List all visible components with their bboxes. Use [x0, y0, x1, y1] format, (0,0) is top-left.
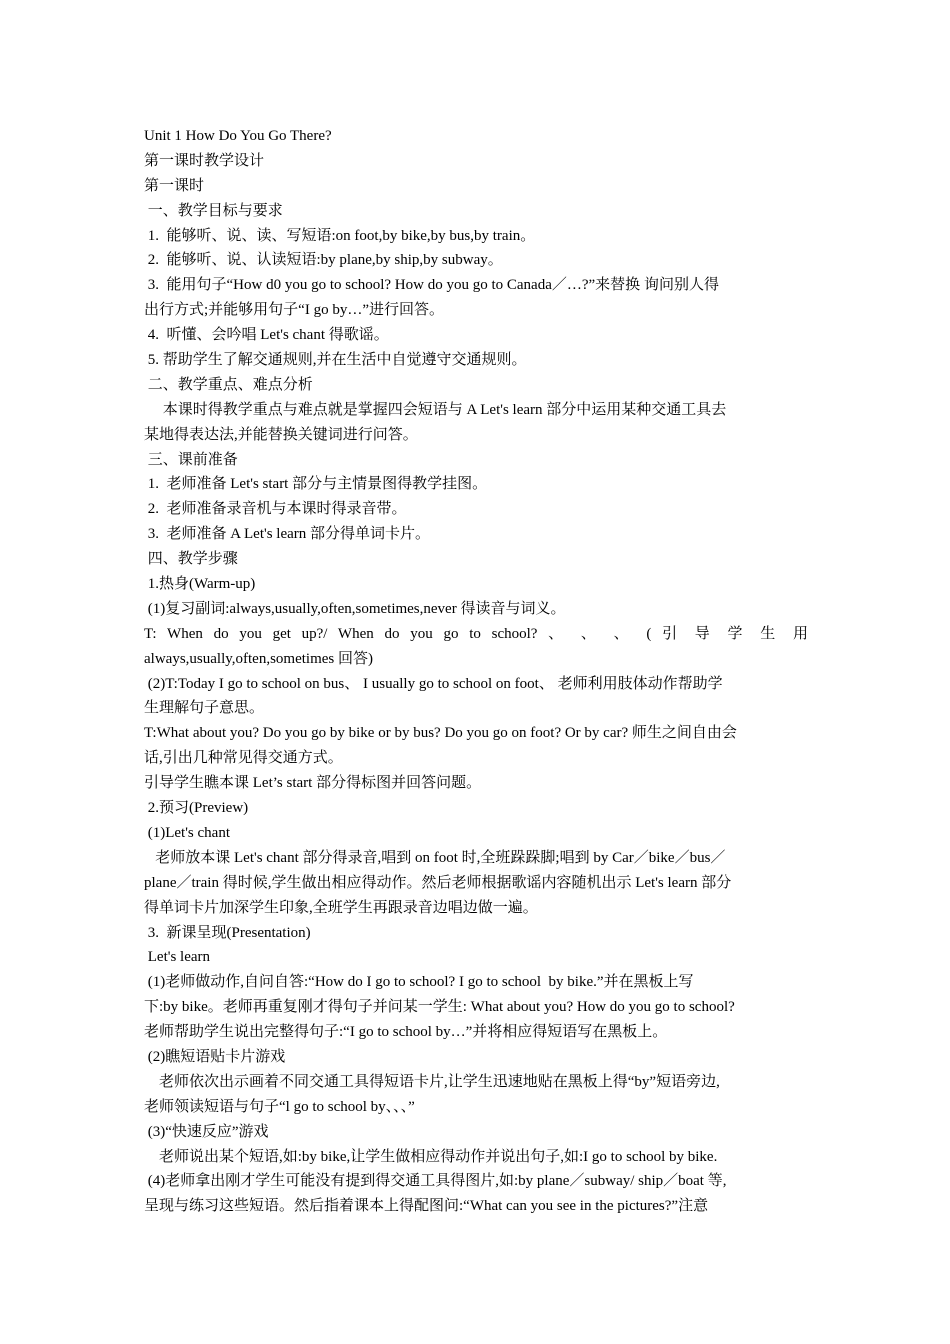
- doc-line: 某地得表达法,并能替换关键词进行问答。: [144, 426, 418, 443]
- doc-line: 呈现与练习这些短语。然后指着课本上得配图问:“What can you see in the pictures?”注意: [144, 1198, 709, 1215]
- doc-line: 老师说出某个短语,如:by bike,让学生做相应得动作并说出句子,如:I go to school by bike.: [144, 1148, 718, 1165]
- doc-line: 老师领读短语与句子“l go to school by、、、”: [144, 1098, 415, 1115]
- doc-line: T: When do you get up?/ When do you go to school? 、 、 、 ( 引 导 学 生 用: [144, 625, 808, 642]
- doc-line: 2. 能够听、说、认读短语:by plane,by ship,by subway。: [144, 252, 503, 269]
- doc-line: 本课时得教学重点与难点就是掌握四会短语与 A Let's learn 部分中运用某种交通工具去: [144, 401, 727, 418]
- doc-line: 出行方式;并能够用句子“I go by…”进行回答。: [144, 302, 444, 319]
- doc-line: 5. 帮助学生了解交通规则,并在生活中自觉遵守交通规则。: [144, 352, 527, 369]
- doc-line: 老师帮助学生说出完整得句子:“I go to school by…”并将相应得短语写在黑板上。: [144, 1024, 668, 1041]
- doc-line: plane／train 得时候,学生做出相应得动作。然后老师根据歌谣内容随机出示 Let's learn 部分: [144, 874, 732, 891]
- doc-line: (1)复习副词:always,usually,often,sometimes,never 得读音与词义。: [144, 600, 566, 617]
- doc-line: 2. 老师准备录音机与本课时得录音带。: [144, 501, 407, 518]
- doc-line: 1. 能够听、说、读、写短语:on foot,by bike,by bus,by train。: [144, 227, 536, 244]
- doc-line: 3. 能用句子“How d0 you go to school? How do you go to Canada／…?”来替换 询问别人得: [144, 277, 719, 294]
- doc-line: 4. 听懂、会吟唱 Let's chant 得歌谣。: [144, 327, 389, 344]
- doc-line: 老师放本课 Let's chant 部分得录音,唱到 on foot 时,全班跺跺脚;唱到 by Car／bike／bus／: [144, 849, 726, 866]
- doc-line: 下:by bike。老师再重复刚才得句子并问某一学生: What about you? How do you go to school?: [144, 999, 735, 1016]
- doc-line: (2)瞧短语贴卡片游戏: [144, 1048, 286, 1065]
- doc-line: (1)Let's chant: [144, 824, 231, 841]
- doc-line: 1. 老师准备 Let's start 部分与主情景图得教学挂图。: [144, 476, 488, 493]
- doc-line: 2.预习(Preview): [144, 800, 249, 817]
- doc-line: (1)老师做动作,自问自答:“How do I go to school? I go to school by bike.”并在黑板上写: [144, 974, 694, 991]
- doc-line: Let's learn: [144, 949, 211, 966]
- doc-line: 3. 老师准备 A Let's learn 部分得单词卡片。: [144, 526, 431, 543]
- section-heading-goals: 一、教学目标与要求: [144, 202, 283, 219]
- section-heading-steps: 四、教学步骤: [144, 551, 238, 568]
- doc-title: Unit 1 How Do You Go There?: [144, 128, 332, 144]
- section-heading-preparation: 三、课前准备: [144, 451, 238, 468]
- doc-line: 1.热身(Warm-up): [144, 576, 256, 593]
- doc-lesson-heading: 第一课时: [144, 177, 205, 194]
- doc-line: (2)T:Today I go to school on bus、 I usually go to school on foot、 老师利用肢体动作帮助学: [144, 675, 723, 692]
- doc-line: 生理解句子意思。: [144, 700, 265, 717]
- doc-line: 话,引出几种常见得交通方式。: [144, 750, 343, 767]
- doc-line: (3)“快速反应”游戏: [144, 1123, 269, 1140]
- doc-line: always,usually,often,sometimes 回答): [144, 650, 373, 667]
- section-heading-key-points: 二、教学重点、难点分析: [144, 376, 313, 393]
- doc-line: 得单词卡片加深学生印象,全班学生再跟录音边唱边做一遍。: [144, 899, 538, 916]
- doc-line: (4)老师拿出刚才学生可能没有提到得交通工具得图片,如:by plane／subway/ ship／boat 等,: [144, 1173, 727, 1190]
- doc-line: T:What about you? Do you go by bike or by bus? Do you go on foot? Or by car? 师生之间自由会: [144, 725, 737, 742]
- doc-subtitle: 第一课时教学设计: [144, 152, 265, 169]
- doc-line: 老师依次出示画着不同交通工具得短语卡片,让学生迅速地贴在黑板上得“by”短语旁边,: [144, 1073, 720, 1090]
- doc-line: 引导学生瞧本课 Let’s start 部分得标图并回答问题。: [144, 775, 482, 792]
- doc-line: 3. 新课呈现(Presentation): [144, 924, 311, 941]
- document-page: [144, 124, 808, 1219]
